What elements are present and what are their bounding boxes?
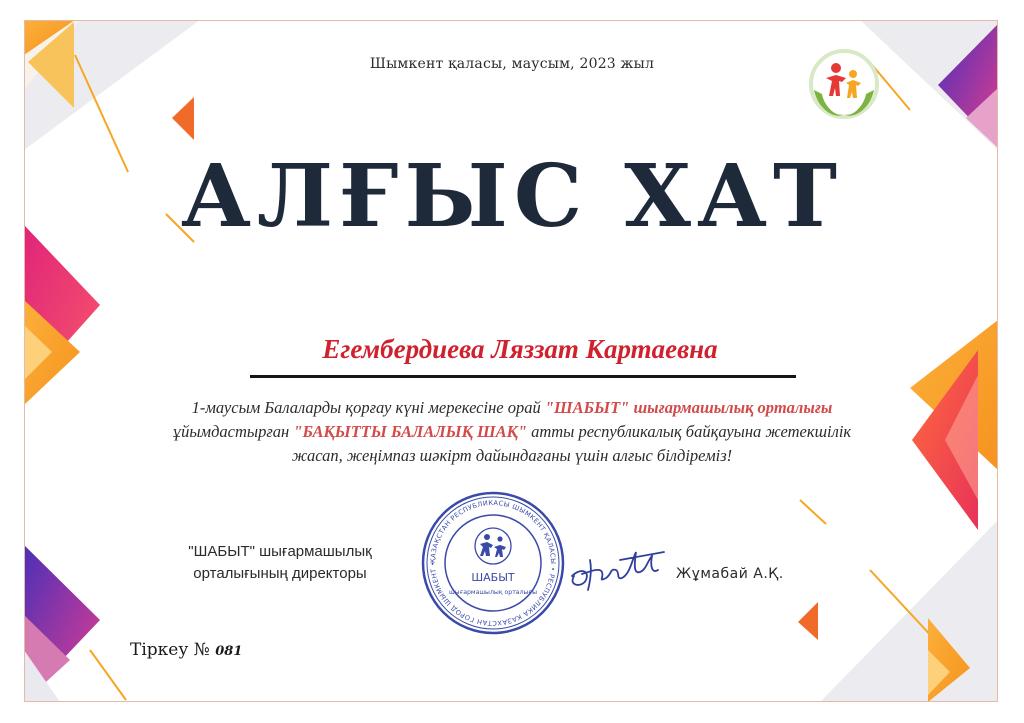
registration (130, 640, 242, 660)
body-text-part: атты республикалық байқауына жетекшілік жасап, жеңімпаз шәкірт дайындағаны үшін алғыс білдіреміз! (291, 422, 852, 465)
certificate-body (150, 396, 874, 468)
registration-number: 081 (215, 644, 243, 659)
registration-label: Тіркеу № (130, 640, 210, 660)
seal-sub-text: шығармашылық орталығы (449, 589, 537, 596)
seal-outer-text: ҚАЗАҚСТАН РЕСПУБЛИКАСЫ ШЫМКЕНТ ҚАЛАСЫ • РЕСПУБЛИКА КАЗАХСТАН ГОРОД ШЫМКЕНТ • (428, 498, 558, 628)
body-text-part: 1-маусым Балаларды қорғау күні мерекесіне орай (191, 398, 545, 417)
handwritten-signature-icon (560, 530, 670, 600)
signer-name: Жұмабай А.Қ. (676, 566, 784, 582)
svg-text:ҚАЗАҚСТАН РЕСПУБЛИКАСЫ ШЫМКЕНТ (429, 499, 557, 627)
family-hands-logo-icon (806, 48, 882, 124)
location-date: Шымкент қаласы, маусым, 2023 жыл (369, 56, 655, 72)
contest-name: "БАҚЫТТЫ БАЛАЛЫҚ ШАҚ" (293, 422, 527, 441)
certificate-title: АЛҒЫС ХАТ (181, 146, 843, 247)
director-title-line: "ШАБЫТ" шығармашылық (188, 543, 372, 560)
body-text-part: ұйымдастырған (172, 422, 294, 441)
director-title (150, 541, 410, 585)
organization-seal-icon (420, 490, 566, 636)
recipient-name: Егембердиева Ляззат Картаевна (322, 334, 718, 364)
seal-name: ШАБЫТ (471, 571, 515, 584)
organization-name: "ШАБЫТ" шығармашылық орталығы (544, 398, 833, 417)
director-title-line: орталығының директоры (193, 565, 367, 582)
name-underline (250, 375, 796, 378)
